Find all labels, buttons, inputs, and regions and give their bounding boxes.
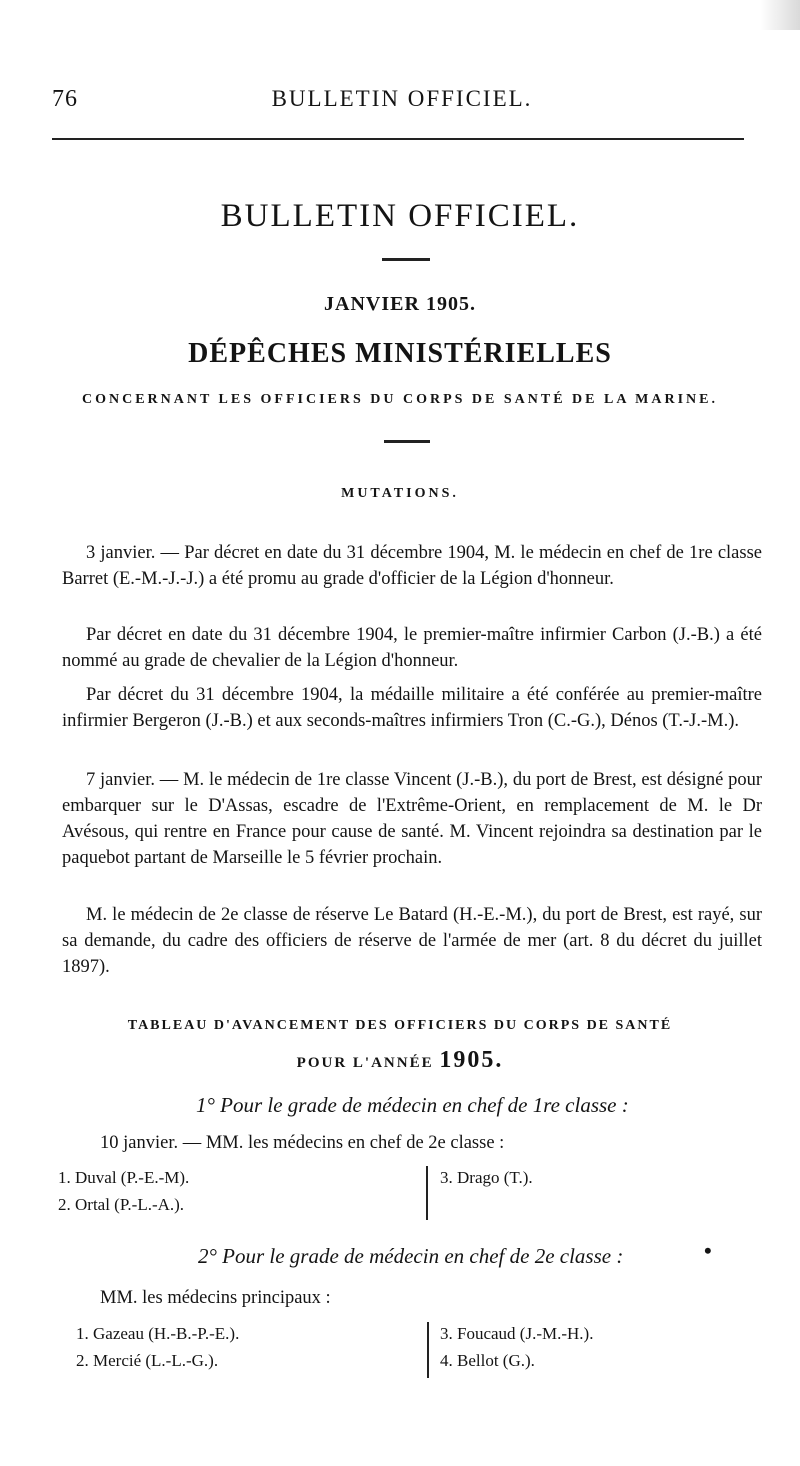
list-item: 2. Ortal (P.-L.-A.). bbox=[58, 1195, 185, 1214]
grade-intro-2: MM. les médecins principaux : bbox=[100, 1288, 331, 1308]
paragraph-le-batard: M. le médecin de 2e classe de réserve Le Batard (H.-E.-M.), du port de Brest, est rayé, sur sa demande, du cadre des officiers de réserve de l'armée de mer (art. 8 du décret du juillet 1897). bbox=[62, 905, 762, 977]
list-item: 4. Bellot (G.). bbox=[440, 1351, 535, 1370]
tableau-year bbox=[0, 1047, 800, 1074]
paragraph-vincent: 7 janvier. — M. le médecin de 1re classe Vincent (J.-B.), du port de Brest, est désigné pour embarquer sur le D'Assas, escadre de l'Extrême-Orient, en remplacement de M. le Dr Avésous, qui rentre en France pour cause de santé. M. Vincent rejoindra sa destination par le paquebot partant de Marseille le 5 février prochain. bbox=[62, 770, 762, 868]
paragraph-medaille: Par décret du 31 décembre 1904, la médaille militaire a été conférée au premier-maître infirmier Bergeron (J.-B.) et aux seconds-maîtres infirmiers Tron (C.-G.), Dénos (T.-J.-M.). bbox=[62, 685, 762, 731]
scan-edge bbox=[760, 0, 800, 30]
section-heading: DÉPÊCHES MINISTÉRIELLES bbox=[188, 338, 612, 369]
list-item: 1. Duval (P.-E.-M). bbox=[58, 1168, 190, 1187]
heading-rule bbox=[384, 440, 430, 443]
grade-list-right-1 bbox=[440, 1164, 533, 1191]
grade-heading-1: 1° Pour le grade de médecin en chef de 1re classe : bbox=[196, 1093, 629, 1117]
grade-list-right-2 bbox=[440, 1320, 593, 1374]
page-header bbox=[52, 86, 752, 116]
tableau-year-prefix: POUR L'ANNÉE bbox=[296, 1055, 434, 1071]
paragraph-promotion: 3 janvier. — Par décret en date du 31 décembre 1904, M. le médecin en chef de 1re classe Barret (E.-M.-J.-J.) a été promu au grade d'officier de la Légion d'honneur. bbox=[62, 543, 762, 589]
mutations-heading: MUTATIONS. bbox=[341, 486, 459, 501]
title-rule bbox=[382, 258, 430, 261]
tableau-title: TABLEAU D'AVANCEMENT DES OFFICIERS DU CORPS DE SANTÉ bbox=[127, 1018, 673, 1033]
section-subheading: CONCERNANT LES OFFICIERS DU CORPS DE SANTÉ DE LA MARINE. bbox=[81, 392, 719, 407]
column-divider-1 bbox=[426, 1166, 428, 1220]
grade-list-left-2 bbox=[76, 1320, 239, 1374]
header-rule bbox=[52, 138, 744, 140]
date-subtitle: JANVIER 1905. bbox=[324, 293, 476, 315]
list-item: 3. Drago (T.). bbox=[440, 1168, 533, 1187]
list-item: 1. Gazeau (H.-B.-P.-E.). bbox=[76, 1324, 240, 1343]
ink-dot: • bbox=[704, 1238, 712, 1263]
paragraph-chevalier: Par décret en date du 31 décembre 1904, le premier-maître infirmier Carbon (J.-B.) a été nommé au grade de chevalier de la Légion d'honneur. bbox=[62, 625, 762, 671]
running-title: BULLETIN OFFICIEL. bbox=[271, 86, 533, 111]
page-number: 76 bbox=[52, 86, 78, 112]
main-title: BULLETIN OFFICIEL. bbox=[220, 198, 580, 234]
column-divider-2 bbox=[427, 1322, 429, 1378]
grade-intro-1: 10 janvier. — MM. les médecins en chef de 2e classe : bbox=[100, 1133, 505, 1153]
list-item: 2. Mercié (L.-L.-G.). bbox=[76, 1351, 219, 1370]
list-item: 3. Foucaud (J.-M.-H.). bbox=[440, 1324, 594, 1343]
grade-list-left-1 bbox=[58, 1164, 189, 1218]
grade-heading-2: 2° Pour le grade de médecin en chef de 2e classe : bbox=[198, 1244, 624, 1268]
tableau-year-value: 1905. bbox=[439, 1047, 504, 1073]
